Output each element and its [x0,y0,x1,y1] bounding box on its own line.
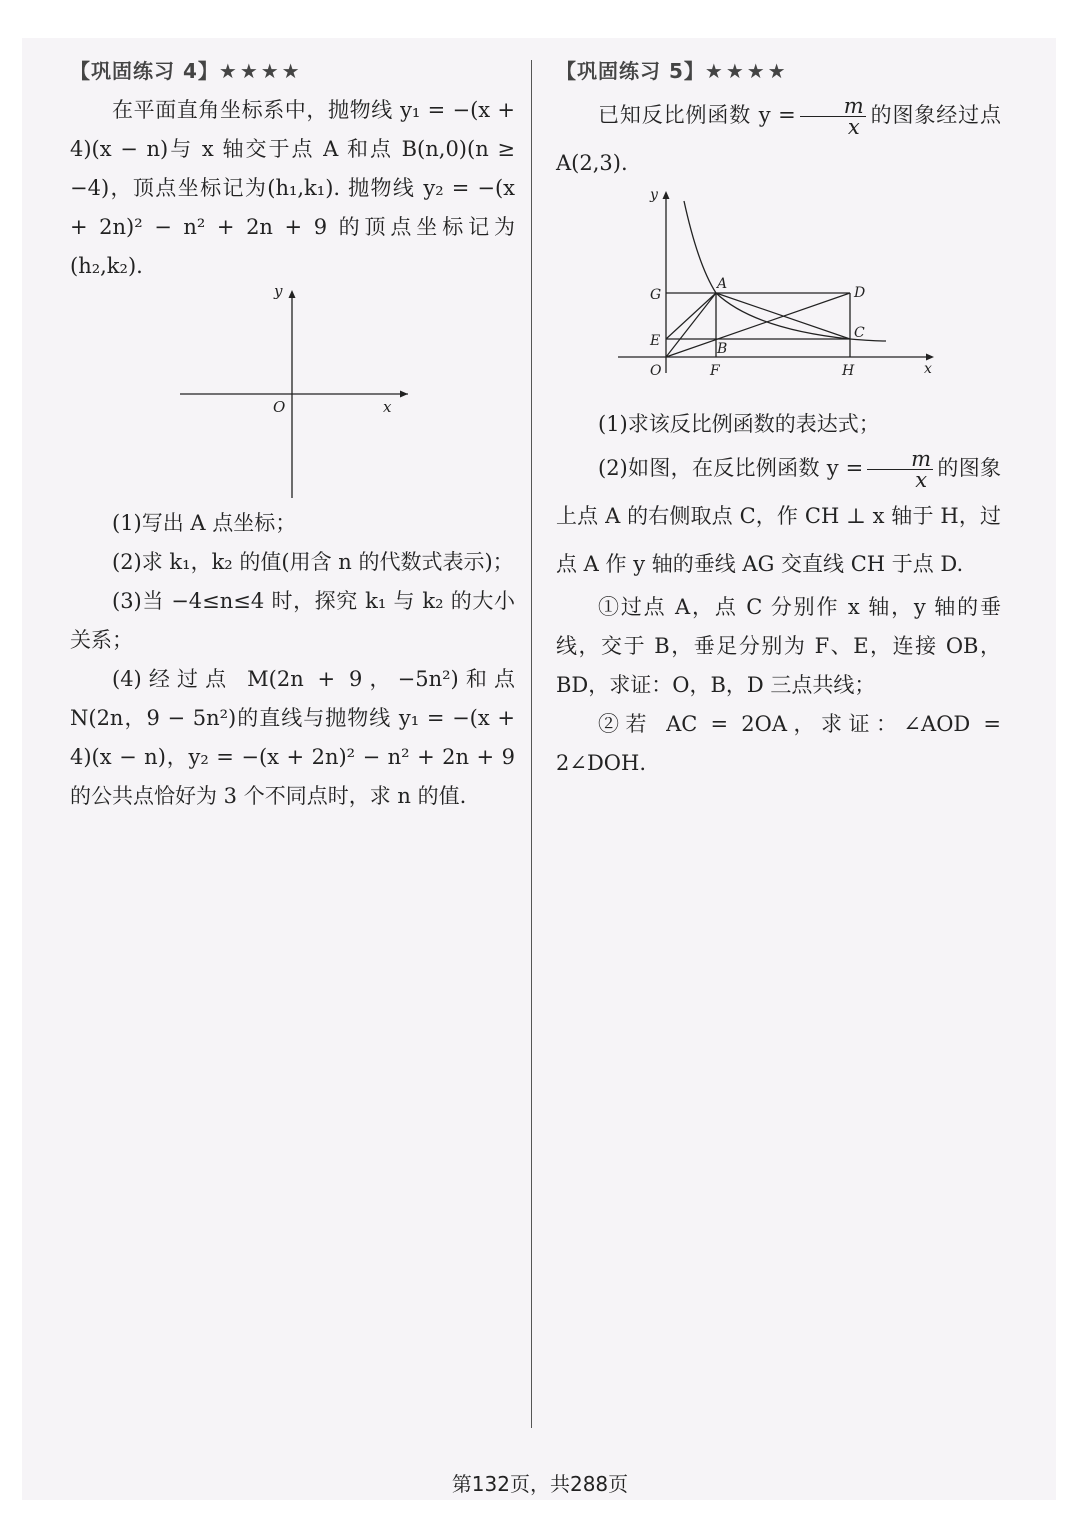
fraction-denominator: x [915,468,928,492]
q2-text-before-fraction: (2)如图，在反比例函数 y = [598,456,864,480]
exercise-5-title: 【巩固练习 5】 [556,59,705,83]
question-2-part-2: ②若 AC = 2OA，求证：∠AOD = 2∠DOH. [556,712,1001,775]
exercise-5 [556,52,1001,783]
inverse-function-figure [614,187,1014,405]
difficulty-stars: ★★★★ [218,59,303,83]
y-axis-label: y [274,286,283,300]
line-OA [666,293,716,357]
point-F-label: F [710,363,720,379]
point-G-label: G [650,287,662,303]
exercise-5-intro [556,91,1001,187]
fraction-numerator: m [867,449,933,470]
point-H-label: H [842,363,855,379]
hyperbola-curve [684,201,886,341]
point-C-label: C [854,325,865,341]
question-2 [556,444,1001,588]
question-2: (2)求 k₁，k₂ 的值(用含 n 的代数式表示)； [112,550,514,574]
point-D-label: D [854,285,866,301]
x-axis-arrow [400,391,408,398]
x-axis-label: x [924,361,932,377]
difficulty-stars: ★★★★ [704,59,789,83]
point-B-label: B [717,341,728,357]
exercise-4-title: 【巩固练习 4】 [70,59,219,83]
question-2-part-1: ①过点 A，点 C 分别作 x 轴，y 轴的垂线，交于 B，垂足分别为 F、E，连接 OB，BD，求证：O，B，D 三点共线； [556,595,1001,697]
origin-label: O [273,398,286,416]
q2-text-after-fraction: 的图象上点 A 的右侧取点 C，作 CH ⊥ x 轴于 H，过点 A 作 y 轴的垂线 AG 交直线 CH 于点 D. [556,456,1001,576]
question-4: (4)经过点 M(2n + 9，−5n²)和点 N(2n，9 − 5n²)的直线与抛物线 y₁ = −(x + 4)(x − n)，y₂ = −(x + 2n)² − n² + 2n + 9 的公共点恰好为 3 个不同点时，求 n 的值. [70,667,515,808]
page-number-footer: 第132页，共288页 [451,1472,629,1496]
question-1: (1)写出 A 点坐标； [112,511,297,535]
x-axis-arrow [926,354,934,361]
fraction-denominator: x [847,115,860,139]
line-EA [666,293,716,339]
x-axis-label: x [383,398,392,416]
y-axis-label: y [650,187,658,203]
question-3: (3)当 −4≤n≤4 时，探究 k₁ 与 k₂ 的大小关系； [70,589,515,652]
exercise-4 [70,52,515,816]
line-OD [666,293,850,357]
fraction-m-over-x [800,96,866,137]
column-divider [531,60,532,1428]
fraction-numerator: m [800,96,866,117]
y-axis-arrow [663,191,670,199]
intro-text-after-fraction: 的图象经过点A(2,3). [556,103,1002,175]
exercise-4-heading [70,52,515,91]
coordinate-axes-figure [180,286,520,504]
exercise-5-heading [556,52,1001,91]
question-1: (1)求该反比例函数的表达式； [598,412,880,436]
fraction-m-over-x [867,449,933,490]
origin-label: O [650,363,662,379]
intro-text-before-fraction: 已知反比例函数 y = [598,103,796,127]
exercise-4-intro: 在平面直角坐标系中，抛物线 y₁ = −(x + 4)(x − n)与 x 轴交于点 A 和点 B(n,0)(n ≥ −4)，顶点坐标记为(h₁,k₁). 抛物线 y₂ = −(x + 2n)² − n² + 2n + 9 的顶点坐标记为(h₂,k₂). [70,98,515,278]
y-axis-arrow [289,290,296,298]
point-A-label: A [717,276,728,292]
point-E-label: E [650,333,661,349]
